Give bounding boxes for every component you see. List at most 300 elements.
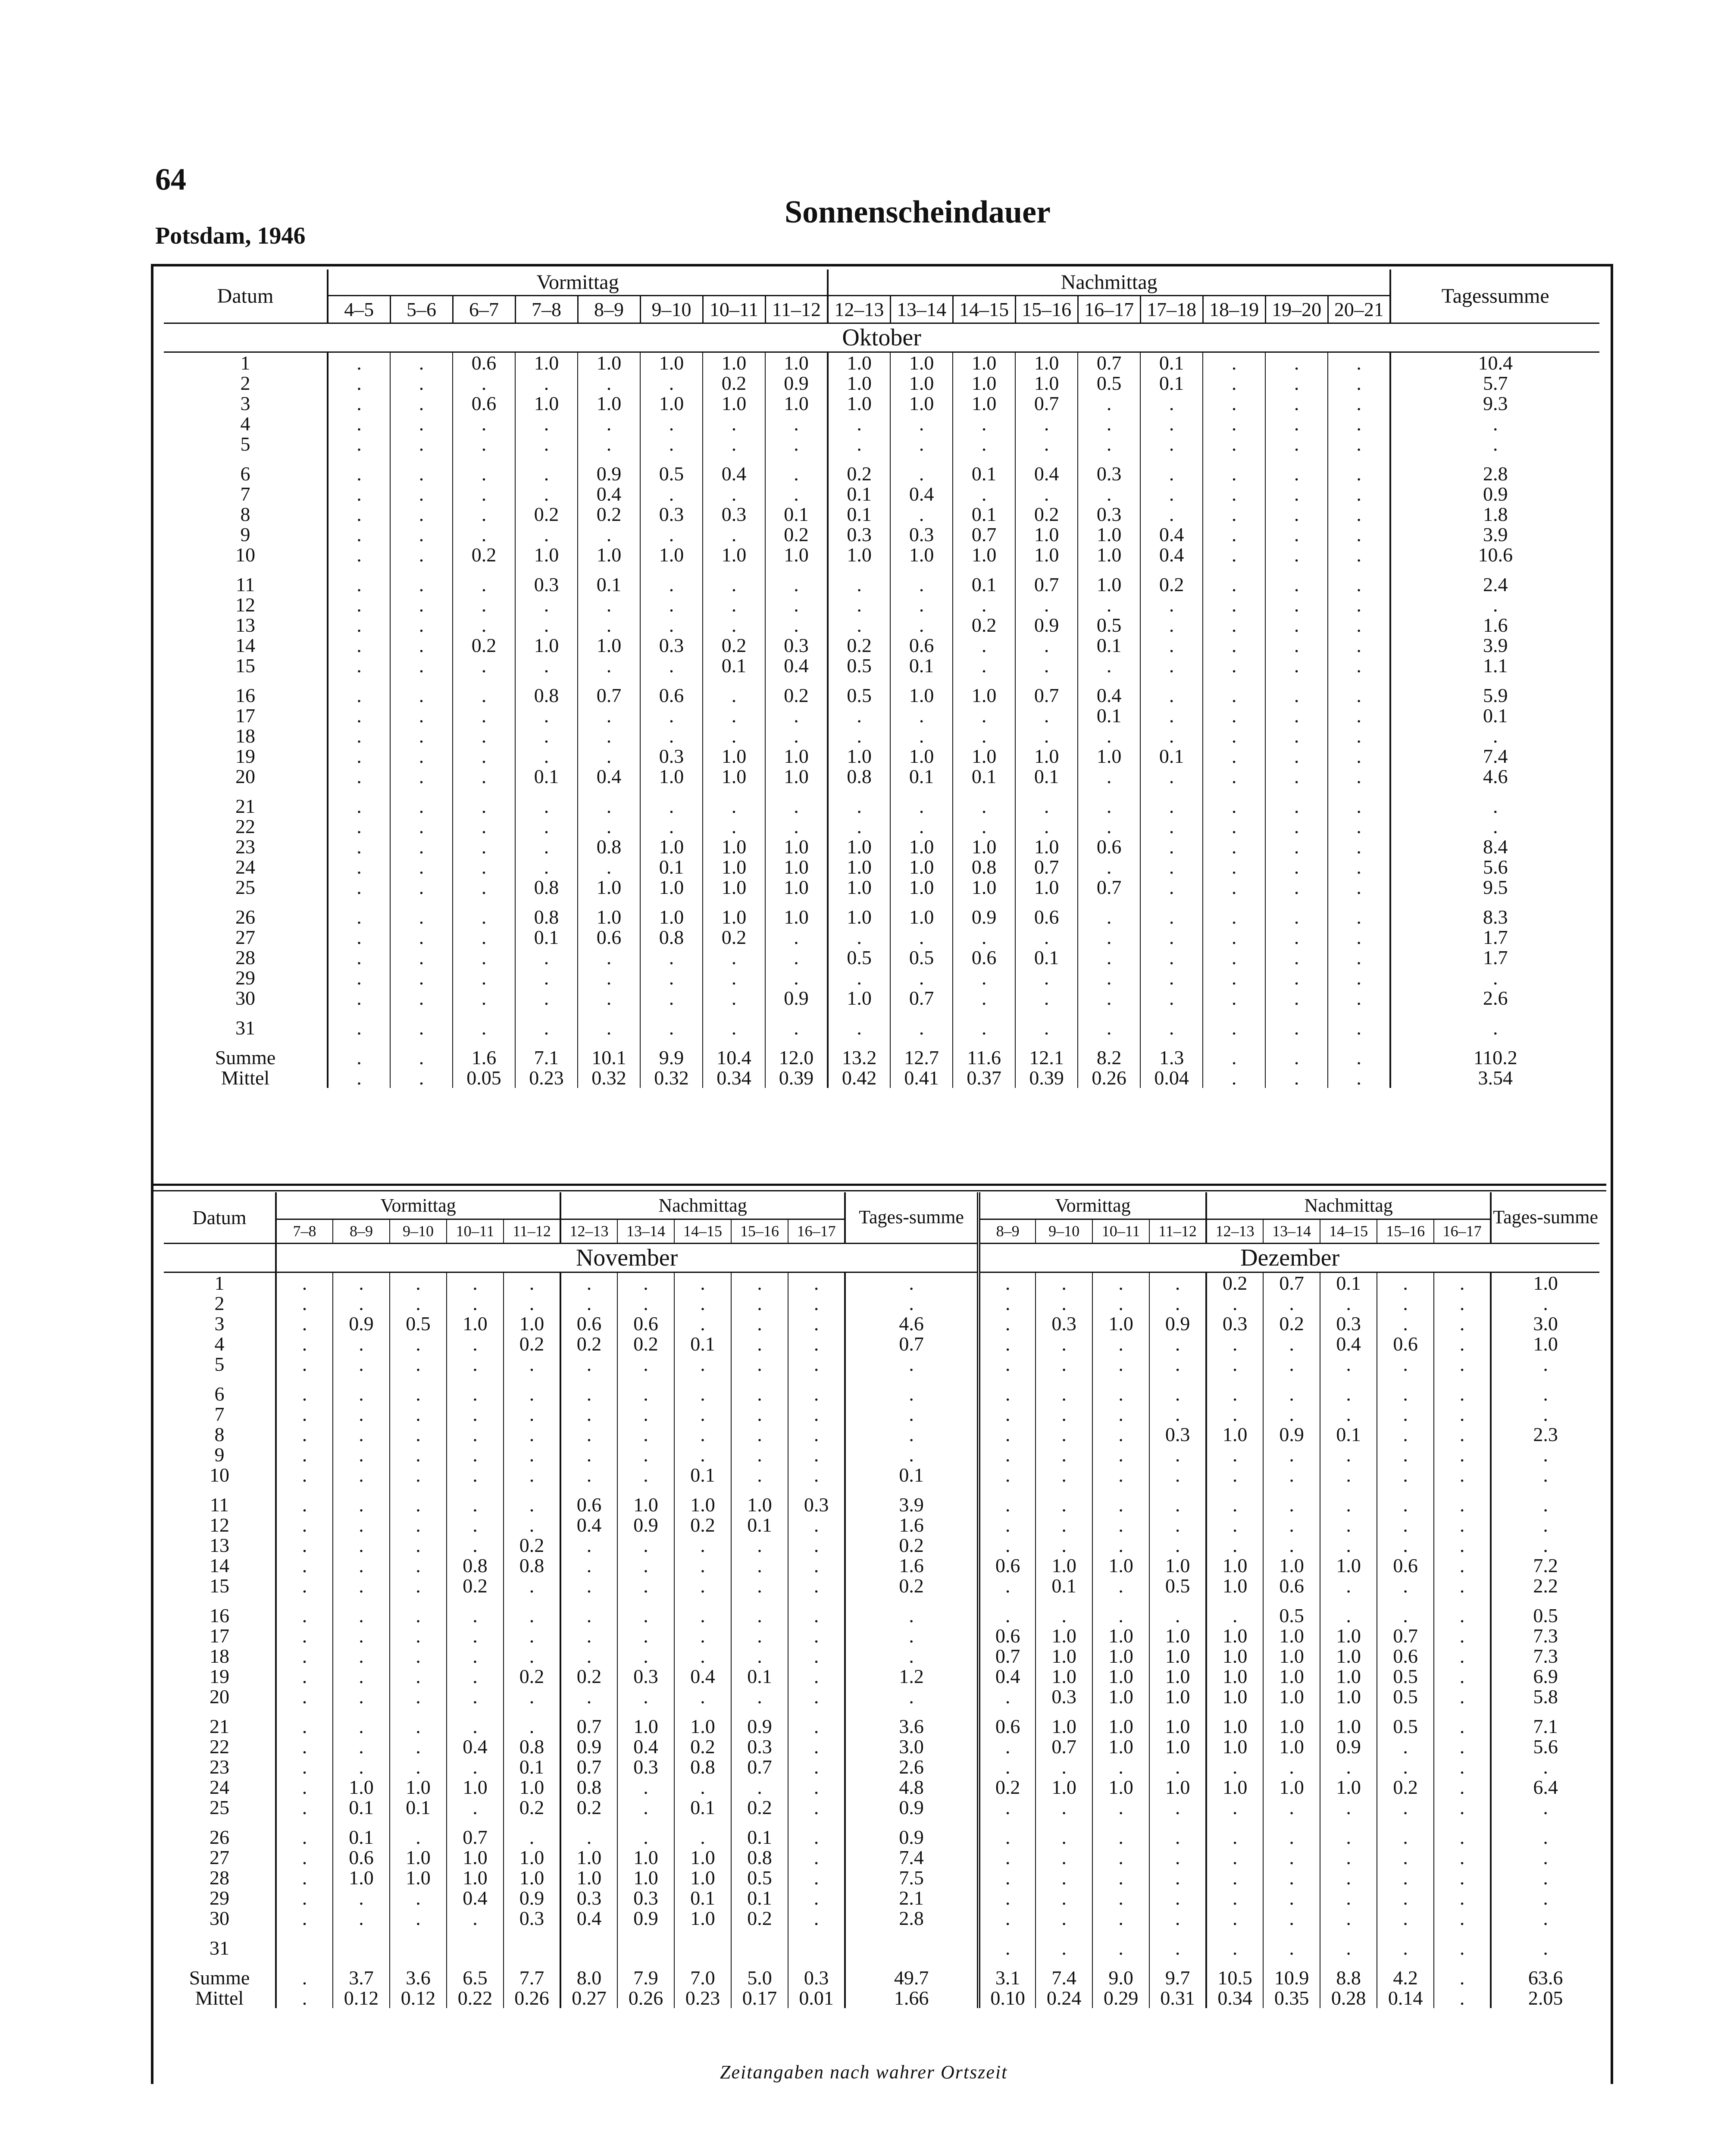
value-cell: . — [617, 1626, 674, 1646]
value-cell: 1.0 — [447, 1313, 504, 1334]
date-cell: 7 — [240, 483, 250, 504]
value-cell: 0.3 — [617, 1666, 674, 1686]
value-cell: 0.5 — [828, 947, 890, 968]
value-cell: . — [328, 373, 390, 393]
value-cell: . — [276, 1495, 333, 1515]
value-cell: 0.39 — [1015, 1068, 1078, 1088]
dez-hour-header: 13–14 — [1263, 1219, 1320, 1243]
value-cell: . — [504, 1404, 560, 1424]
value-cell: . — [560, 1605, 617, 1626]
value-cell: . — [390, 545, 453, 565]
value-cell: . — [1140, 796, 1203, 816]
value-cell: . — [1203, 595, 1265, 615]
value-cell: . — [328, 574, 390, 595]
value-cell: . — [390, 947, 453, 968]
value-cell: 0.2 — [828, 635, 890, 655]
value-cell: 1.0 — [765, 393, 828, 414]
value-cell: . — [447, 1293, 504, 1313]
table-row — [164, 1666, 1599, 1686]
date-cell: 7 — [214, 1404, 225, 1424]
date-cell: 5 — [214, 1354, 225, 1374]
november-december-table — [164, 1192, 1599, 2008]
month-label-october: Oktober — [164, 323, 1599, 352]
value-cell: . — [617, 1424, 674, 1445]
value-cell: . — [1328, 705, 1390, 726]
value-cell: 0.4 — [1320, 1334, 1377, 1354]
table-row — [164, 655, 1599, 676]
value-cell: . — [453, 816, 515, 837]
value-cell: . — [1328, 545, 1390, 565]
value-cell: 3.6 — [390, 1968, 447, 1988]
value-cell: 0.37 — [953, 1068, 1015, 1088]
value-cell: . — [788, 1736, 845, 1757]
value-cell: 0.27 — [560, 1988, 617, 2008]
value-cell: . — [979, 1272, 1036, 1293]
value-cell: . — [390, 1445, 447, 1465]
value-cell: 1.0 — [1320, 1626, 1377, 1646]
date-cell: 18 — [210, 1645, 229, 1666]
value-cell: 1.0 — [1015, 352, 1078, 373]
value-cell: . — [1434, 1777, 1491, 1797]
value-cell: . — [890, 434, 953, 454]
value-cell: 0.1 — [1140, 373, 1203, 393]
value-cell: . — [328, 685, 390, 705]
value-cell: . — [1328, 907, 1390, 927]
value-cell: . — [731, 1555, 788, 1576]
value-cell: . — [390, 1495, 447, 1515]
value-cell: . — [390, 857, 453, 877]
value-cell: 1.0 — [1036, 1666, 1092, 1686]
value-cell: . — [504, 1576, 560, 1596]
value-cell: 0.4 — [617, 1736, 674, 1757]
value-cell: . — [1263, 1535, 1320, 1555]
day-sum-cell: 0.9 — [845, 1797, 979, 1818]
value-cell: 11.6 — [953, 1047, 1015, 1068]
value-cell: . — [1206, 1605, 1263, 1626]
value-cell: . — [1078, 484, 1140, 504]
value-cell: . — [515, 615, 578, 635]
value-cell: 1.0 — [1092, 1313, 1149, 1334]
day-sum-cell: . — [845, 1686, 979, 1707]
value-cell: . — [1149, 1334, 1206, 1354]
value-cell: 0.1 — [1320, 1272, 1377, 1293]
value-cell: 0.6 — [333, 1847, 390, 1868]
value-cell: . — [1203, 1047, 1265, 1068]
value-cell: 1.0 — [1092, 1626, 1149, 1646]
value-cell: . — [1149, 1827, 1206, 1847]
value-cell: . — [1036, 1465, 1092, 1485]
table-row — [164, 1605, 1599, 1626]
value-cell: 0.2 — [674, 1515, 731, 1535]
value-cell: . — [617, 1465, 674, 1485]
value-cell: . — [1149, 1535, 1206, 1555]
value-cell: . — [1092, 1868, 1149, 1888]
value-cell: 1.0 — [504, 1847, 560, 1868]
value-cell: . — [390, 655, 453, 676]
value-cell: . — [1203, 352, 1265, 373]
value-cell: . — [515, 947, 578, 968]
value-cell: 1.0 — [1092, 1777, 1149, 1797]
value-cell: 1.0 — [640, 352, 703, 373]
value-cell: 1.0 — [1149, 1666, 1206, 1686]
value-cell: 0.1 — [1140, 352, 1203, 373]
value-cell: . — [578, 373, 640, 393]
value-cell: . — [1078, 907, 1140, 927]
value-cell: . — [1265, 746, 1328, 766]
day-sum-cell: 1.1 — [1390, 655, 1599, 676]
date-cell: 27 — [235, 927, 255, 947]
value-cell: 1.0 — [890, 877, 953, 897]
table-row — [164, 1626, 1599, 1646]
value-cell: . — [1206, 1535, 1263, 1555]
value-cell: 0.8 — [515, 685, 578, 705]
value-cell: . — [453, 705, 515, 726]
value-cell: . — [453, 1018, 515, 1038]
value-cell: . — [953, 968, 1015, 988]
value-cell: 1.0 — [1320, 1777, 1377, 1797]
value-cell: 0.2 — [447, 1576, 504, 1596]
value-cell: . — [447, 1716, 504, 1736]
value-cell: . — [1265, 1068, 1328, 1088]
value-cell: . — [731, 1313, 788, 1334]
value-cell: 1.0 — [515, 352, 578, 373]
value-cell: 1.0 — [1092, 1555, 1149, 1576]
value-cell: . — [1092, 1293, 1149, 1313]
value-cell: . — [447, 1495, 504, 1515]
value-cell: . — [515, 988, 578, 1008]
value-cell: 0.1 — [333, 1797, 390, 1818]
value-cell: . — [504, 1293, 560, 1313]
value-cell: . — [1203, 766, 1265, 787]
value-cell: 1.0 — [1263, 1555, 1320, 1576]
value-cell: . — [1149, 1354, 1206, 1374]
table-row — [164, 857, 1599, 877]
value-cell: . — [1263, 1938, 1320, 1958]
value-cell: . — [1265, 545, 1328, 565]
date-cell: 12 — [210, 1514, 229, 1535]
value-cell: . — [1140, 484, 1203, 504]
value-cell: . — [1320, 1847, 1377, 1868]
value-cell: . — [1149, 1404, 1206, 1424]
value-cell: . — [1265, 504, 1328, 524]
day-sum-cell: 2.3 — [1491, 1424, 1599, 1445]
value-cell: . — [617, 1646, 674, 1666]
value-cell: 1.0 — [765, 877, 828, 897]
value-cell: . — [1092, 1757, 1149, 1777]
value-cell: . — [788, 1313, 845, 1334]
value-cell: . — [1377, 1938, 1434, 1958]
value-cell: . — [560, 1272, 617, 1293]
value-cell: . — [1434, 1272, 1491, 1293]
value-cell: . — [390, 615, 453, 635]
value-cell: . — [1036, 1354, 1092, 1374]
value-cell: . — [1328, 988, 1390, 1008]
value-cell: 0.1 — [731, 1827, 788, 1847]
value-cell: . — [1036, 1293, 1092, 1313]
value-cell: . — [617, 1293, 674, 1313]
table-row — [164, 545, 1599, 565]
dez-vormittag-header: Vormittag — [979, 1192, 1206, 1219]
value-cell: . — [1203, 968, 1265, 988]
value-cell: . — [560, 1535, 617, 1555]
value-cell: . — [447, 1465, 504, 1485]
value-cell: . — [979, 1938, 1036, 1958]
value-cell: 1.0 — [890, 746, 953, 766]
value-cell: . — [1265, 907, 1328, 927]
day-sum-cell: . — [1491, 1384, 1599, 1404]
value-cell: . — [1206, 1404, 1263, 1424]
value-cell: . — [1036, 1424, 1092, 1445]
date-cell: 29 — [235, 967, 255, 988]
value-cell: . — [788, 1404, 845, 1424]
tagessumme-header: Tagessumme — [1390, 270, 1599, 323]
value-cell: . — [578, 988, 640, 1008]
value-cell: . — [979, 1535, 1036, 1555]
value-cell: . — [1434, 1293, 1491, 1313]
day-sum-cell: 5.7 — [1390, 373, 1599, 393]
value-cell: . — [1036, 1908, 1092, 1928]
value-cell: 0.8 — [953, 857, 1015, 877]
table-row — [164, 615, 1599, 635]
value-cell: . — [703, 947, 765, 968]
value-cell: . — [504, 1686, 560, 1707]
value-cell: . — [1092, 1938, 1149, 1958]
value-cell: . — [1328, 857, 1390, 877]
value-cell: . — [276, 1968, 333, 1988]
value-cell: . — [640, 968, 703, 988]
day-sum-cell: . — [845, 1626, 979, 1646]
value-cell: 1.0 — [703, 857, 765, 877]
value-cell: 0.1 — [390, 1797, 447, 1818]
value-cell: . — [788, 1605, 845, 1626]
day-sum-cell: . — [1491, 1847, 1599, 1868]
value-cell: . — [504, 1827, 560, 1847]
value-cell: . — [333, 1354, 390, 1374]
value-cell: . — [276, 1797, 333, 1818]
value-cell: . — [788, 1465, 845, 1485]
day-sum-cell: . — [1390, 796, 1599, 816]
hour-header: 18–19 — [1203, 295, 1265, 323]
value-cell: 12.7 — [890, 1047, 953, 1068]
value-cell: . — [640, 796, 703, 816]
value-cell: . — [1206, 1495, 1263, 1515]
value-cell: 0.6 — [979, 1626, 1036, 1646]
value-cell: . — [765, 705, 828, 726]
value-cell: 1.0 — [828, 907, 890, 927]
value-cell: . — [1140, 685, 1203, 705]
value-cell: 0.5 — [1377, 1666, 1434, 1686]
value-cell: . — [640, 816, 703, 837]
value-cell: . — [515, 484, 578, 504]
value-cell: 1.0 — [1206, 1716, 1263, 1736]
day-sum-cell: . — [1390, 1018, 1599, 1038]
value-cell: . — [578, 595, 640, 615]
value-cell: . — [1203, 655, 1265, 676]
value-cell: . — [1320, 1515, 1377, 1535]
value-cell: . — [828, 434, 890, 454]
value-cell: 0.5 — [390, 1313, 447, 1334]
table-row — [164, 1716, 1599, 1736]
value-cell: . — [453, 373, 515, 393]
value-cell: . — [276, 1626, 333, 1646]
value-cell: . — [1434, 1686, 1491, 1707]
value-cell: 0.32 — [640, 1068, 703, 1088]
value-cell: 0.31 — [1149, 1988, 1206, 2008]
dez-hour-header: 10–11 — [1092, 1219, 1149, 1243]
date-cell: 20 — [210, 1686, 229, 1707]
table-row — [164, 414, 1599, 434]
value-cell: . — [453, 685, 515, 705]
value-cell: . — [328, 796, 390, 816]
value-cell: . — [1206, 1908, 1263, 1928]
day-sum-cell: 0.1 — [845, 1465, 979, 1485]
value-cell: . — [276, 1827, 333, 1847]
value-cell: . — [617, 1384, 674, 1404]
value-cell: . — [890, 464, 953, 484]
value-cell: 0.34 — [703, 1068, 765, 1088]
table-row — [164, 1736, 1599, 1757]
value-cell: . — [515, 837, 578, 857]
value-cell: . — [328, 746, 390, 766]
hour-header: 11–12 — [765, 295, 828, 323]
value-cell: . — [1092, 1272, 1149, 1293]
value-cell: . — [328, 393, 390, 414]
value-cell: . — [1263, 1868, 1320, 1888]
day-sum-cell: 8.3 — [1390, 907, 1599, 927]
value-cell: . — [1328, 464, 1390, 484]
value-cell: . — [1434, 1384, 1491, 1404]
value-cell: 13.2 — [828, 1047, 890, 1068]
value-cell: . — [979, 1424, 1036, 1445]
day-sum-cell: 4.6 — [845, 1313, 979, 1334]
value-cell: 0.2 — [765, 685, 828, 705]
value-cell: . — [328, 837, 390, 857]
day-sum-cell: . — [1491, 1354, 1599, 1374]
value-cell: 0.1 — [953, 766, 1015, 787]
value-cell: . — [515, 968, 578, 988]
value-cell: . — [1265, 464, 1328, 484]
value-cell: 1.0 — [1206, 1576, 1263, 1596]
value-cell: 8.0 — [560, 1968, 617, 1988]
value-cell: . — [1203, 524, 1265, 545]
value-cell: . — [731, 1445, 788, 1465]
value-cell: . — [276, 1445, 333, 1465]
value-cell: . — [578, 857, 640, 877]
value-cell: 1.0 — [1320, 1686, 1377, 1707]
value-cell: . — [560, 1384, 617, 1404]
date-cell: 1 — [240, 352, 250, 373]
value-cell: 0.1 — [953, 504, 1015, 524]
value-cell: . — [1015, 1018, 1078, 1038]
day-sum-cell: 3.0 — [845, 1736, 979, 1757]
dez-hour-header: 9–10 — [1036, 1219, 1092, 1243]
day-sum-cell: . — [845, 1445, 979, 1465]
day-sum-cell: . — [1491, 1445, 1599, 1465]
value-cell: . — [703, 726, 765, 746]
value-cell: 0.24 — [1036, 1988, 1092, 2008]
value-cell: 0.8 — [504, 1736, 560, 1757]
value-cell: . — [1036, 1445, 1092, 1465]
value-cell: . — [674, 1354, 731, 1374]
value-cell: . — [1434, 1424, 1491, 1445]
value-cell: 0.8 — [578, 837, 640, 857]
value-cell: . — [1265, 1018, 1328, 1038]
value-cell: . — [1203, 816, 1265, 837]
value-cell: 7.9 — [617, 1968, 674, 1988]
value-cell: 0.7 — [1078, 352, 1140, 373]
value-cell: 0.7 — [447, 1827, 504, 1847]
value-cell: . — [979, 1908, 1036, 1928]
value-cell: . — [979, 1404, 1036, 1424]
value-cell: . — [703, 968, 765, 988]
value-cell: . — [953, 655, 1015, 676]
value-cell — [447, 1938, 504, 1958]
value-cell: . — [1036, 1334, 1092, 1354]
value-cell: 0.9 — [560, 1736, 617, 1757]
value-cell: . — [1265, 726, 1328, 746]
value-cell: . — [1434, 1535, 1491, 1555]
date-cell: 23 — [210, 1756, 229, 1777]
value-cell: . — [1377, 1908, 1434, 1928]
value-cell: . — [788, 1626, 845, 1646]
value-cell: . — [447, 1445, 504, 1465]
value-cell: . — [578, 1018, 640, 1038]
value-cell: . — [453, 988, 515, 1008]
value-cell: . — [453, 655, 515, 676]
value-cell — [617, 1938, 674, 1958]
date-cell: 26 — [210, 1827, 229, 1847]
value-cell: . — [276, 1888, 333, 1908]
value-cell: . — [1377, 1605, 1434, 1626]
value-cell: . — [333, 1605, 390, 1626]
value-cell: . — [1092, 1847, 1149, 1868]
value-cell: . — [1149, 1868, 1206, 1888]
value-cell: 1.0 — [617, 1495, 674, 1515]
table-row — [164, 726, 1599, 746]
date-cell: 14 — [235, 635, 255, 655]
value-cell: 0.1 — [674, 1888, 731, 1908]
value-cell: . — [1036, 1495, 1092, 1515]
value-cell: . — [1377, 1384, 1434, 1404]
value-cell: . — [703, 1018, 765, 1038]
value-cell: . — [640, 726, 703, 746]
day-sum-cell: 10.4 — [1390, 352, 1599, 373]
value-cell: 1.0 — [1263, 1646, 1320, 1666]
value-cell: . — [447, 1535, 504, 1555]
value-cell: . — [328, 1047, 390, 1068]
value-cell: . — [1140, 434, 1203, 454]
value-cell: . — [560, 1827, 617, 1847]
value-cell: . — [788, 1555, 845, 1576]
value-cell: . — [1140, 635, 1203, 655]
value-cell: . — [1036, 1797, 1092, 1818]
value-cell: . — [390, 746, 453, 766]
value-cell: 1.0 — [1036, 1646, 1092, 1666]
value-cell: . — [1328, 352, 1390, 373]
value-cell: . — [979, 1827, 1036, 1847]
value-cell: 8.2 — [1078, 1047, 1140, 1068]
value-cell: 1.0 — [447, 1847, 504, 1868]
value-cell: . — [640, 705, 703, 726]
value-cell: 1.0 — [1015, 373, 1078, 393]
value-cell: . — [1092, 1445, 1149, 1465]
value-cell: . — [578, 816, 640, 837]
value-cell: . — [890, 414, 953, 434]
date-cell: 30 — [235, 987, 255, 1008]
hour-header: 12–13 — [828, 295, 890, 323]
value-cell: . — [1265, 615, 1328, 635]
value-cell: . — [1203, 988, 1265, 1008]
